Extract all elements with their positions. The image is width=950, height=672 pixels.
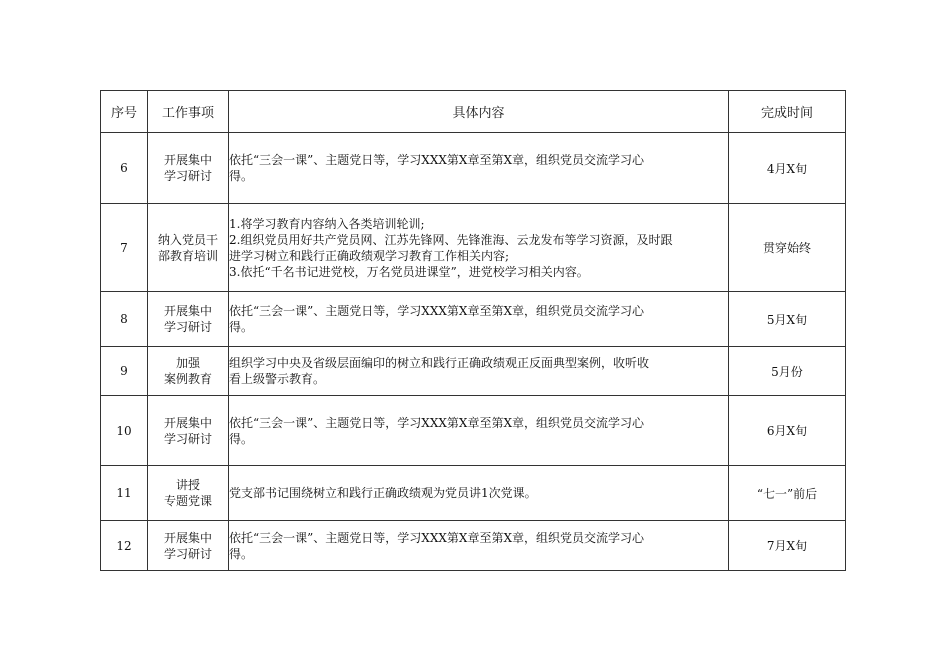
- row-serial-no: 11: [101, 466, 148, 521]
- row-serial-no: 10: [101, 396, 148, 466]
- row-content: [229, 521, 729, 571]
- header-deadline: 完成时间: [729, 91, 846, 133]
- header-work-item: 工作事项: [148, 91, 229, 133]
- work-item-line: 学习研讨: [163, 431, 212, 446]
- work-item-line: 开展集中: [163, 530, 212, 545]
- work-item-line: 开展集中: [163, 304, 212, 318]
- content-line: 进学习树立和践行正确政绩观学习教育工作相关内容;: [229, 248, 510, 263]
- row-content: [229, 133, 729, 204]
- row-work-item: [148, 292, 229, 347]
- row-serial-no: 7: [101, 204, 148, 292]
- content-line: 得。: [229, 546, 254, 561]
- work-item-line: 学习研讨: [163, 546, 212, 561]
- work-item-line: 讲授: [175, 478, 200, 492]
- content-line: 得。: [229, 320, 254, 334]
- content-line: 看上级警示教育。: [229, 372, 326, 386]
- row-deadline: 7月X旬: [729, 521, 846, 571]
- row-content: [229, 466, 729, 521]
- row-work-item: [148, 521, 229, 571]
- row-content: [229, 396, 729, 466]
- row-deadline: 6月X旬: [729, 396, 846, 466]
- work-item-line: 学习研讨: [163, 320, 212, 334]
- work-item-line: 部教育培训: [157, 248, 218, 263]
- work-item-line: 纳入党员干: [157, 232, 218, 247]
- row-work-item: [148, 133, 229, 204]
- content-line: 组织学习中央及省级层面编印的树立和践行正确政绩观正反面典型案例，收听收: [229, 356, 650, 370]
- table-row: [101, 292, 846, 347]
- row-work-item: [148, 466, 229, 521]
- content-line: 得。: [229, 169, 254, 183]
- work-item-line: 开展集中: [163, 153, 212, 167]
- table-row: [101, 466, 846, 521]
- work-plan-table: [100, 90, 846, 571]
- row-deadline: 5月份: [729, 347, 846, 396]
- row-serial-no: 6: [101, 133, 148, 204]
- work-item-line: 专题党课: [163, 494, 212, 508]
- content-line: 依托“三会一课”、主题党日等，学习XXX第X章至第X章，组织党员交流学习心: [229, 415, 644, 430]
- content-line: 3.依托“千名书记进党校，万名党员进课堂”，进党校学习相关内容。: [229, 264, 589, 279]
- row-serial-no: 8: [101, 292, 148, 347]
- row-work-item: [148, 204, 229, 292]
- row-work-item: [148, 347, 229, 396]
- header-serial-no: 序号: [101, 91, 148, 133]
- row-serial-no: 9: [101, 347, 148, 396]
- content-line: 依托“三会一课”、主题党日等，学习XXX第X章至第X章，组织党员交流学习心: [229, 304, 644, 318]
- row-content: [229, 204, 729, 292]
- row-work-item: [148, 396, 229, 466]
- header-content: 具体内容: [229, 91, 729, 133]
- table-row: [101, 347, 846, 396]
- content-line: 得。: [229, 431, 254, 446]
- work-item-line: 学习研讨: [163, 169, 212, 183]
- work-item-line: 加强: [175, 356, 200, 370]
- content-line: 党支部书记围绕树立和践行正确政绩观为党员讲1次党课。: [229, 486, 537, 500]
- content-line: 1.将学习教育内容纳入各类培训轮训;: [229, 216, 425, 231]
- work-item-line: 案例教育: [163, 372, 212, 386]
- content-line: 2.组织党员用好共产党员网、江苏先锋网、先锋淮海、云龙发布等学习资源，及时跟: [229, 232, 673, 247]
- row-content: [229, 347, 729, 396]
- row-deadline: 贯穿始终: [729, 204, 846, 292]
- row-serial-no: 12: [101, 521, 148, 571]
- row-deadline: “七一”前后: [729, 466, 846, 521]
- table-header-row: [101, 91, 846, 133]
- content-line: 依托“三会一课”、主题党日等，学习XXX第X章至第X章，组织党员交流学习心: [229, 530, 644, 545]
- work-item-line: 开展集中: [163, 415, 212, 430]
- row-content: [229, 292, 729, 347]
- content-line: 依托“三会一课”、主题党日等，学习XXX第X章至第X章，组织党员交流学习心: [229, 153, 644, 167]
- table-row: [101, 521, 846, 571]
- row-deadline: 5月X旬: [729, 292, 846, 347]
- table-row: [101, 396, 846, 466]
- row-deadline: 4月X旬: [729, 133, 846, 204]
- table-row: [101, 204, 846, 292]
- table-row: [101, 133, 846, 204]
